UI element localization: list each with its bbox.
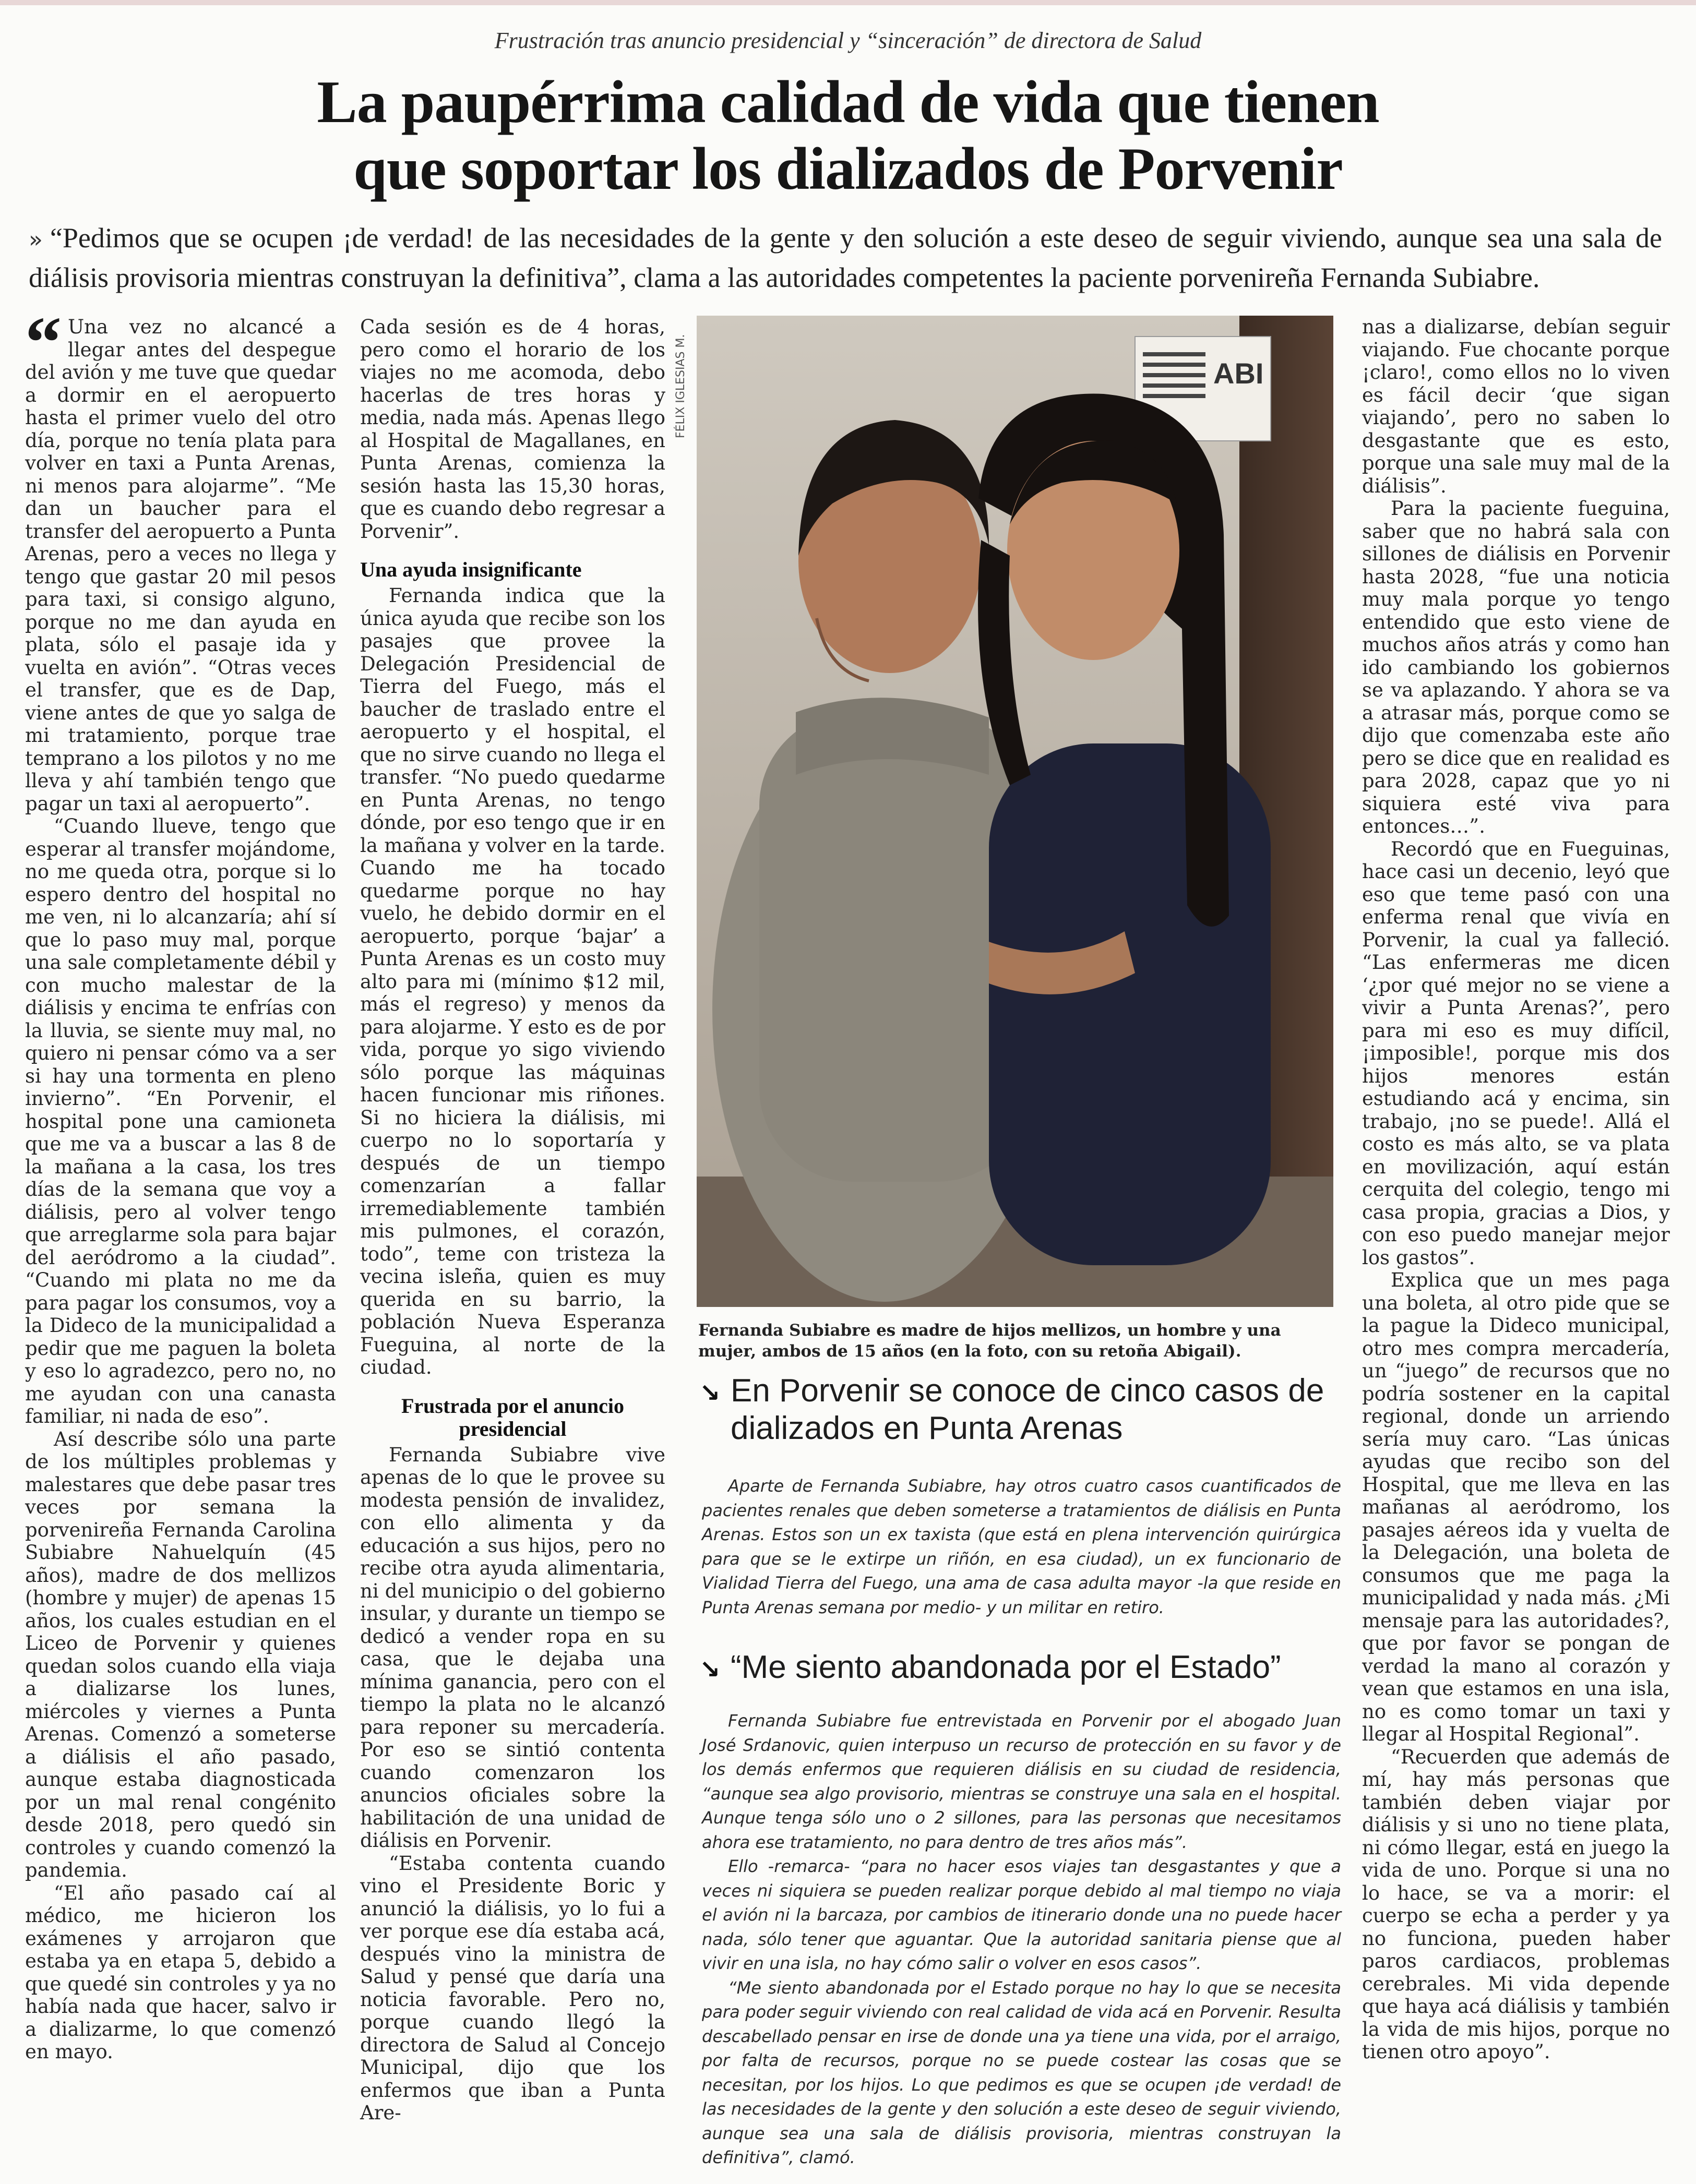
paragraph: Para la paciente fueguina, saber que no habrá sala con sillones de diálisis en Porvenir hasta 2028, “fue una noticia muy mala porque yo tengo entendido que esto viene de muchos años atrás y como han ido cambiando los gobiernos se va aplazando. Y ahora se va a atrasar más, porque como se dijo que comenzaba este año pero se dice que en realidad es para 2028, capaz que yo ni siquiera esté viva para entonces…”. (1362, 497, 1670, 837)
paragraph: Así describe sólo una parte de los múltiples problemas y malestares que debe pasar tres veces por semana la porvenireña Fernanda Carolina Subiabre Nahuelquín (45 años), madre de dos mellizos (hombre y mujer) de apenas 15 años, los cuales estudian en el Liceo de Porvenir y quienes quedan solos cuando ella viaja a dializarse los lunes, miércoles y viernes a Punta Arenas. Comenzó a someterse a diálisis el año pasado, aunque estaba diagnosticada por un mal renal congénito desde 2018, pero quedó sin controles y cuando comenzó la pandemia. (25, 1427, 336, 1881)
headline-line-2: que soportar los dializados de Porvenir (353, 136, 1343, 202)
paragraph: “El año pasado caí al médico, me hicieron los exámenes y arrojaron que estaba ya en etapa 5, debido a que quedé sin controles y ya no había nada que hacer, salvo ir a dializarme, lo que comenzó en mayo. (25, 1881, 336, 2063)
top-color-bar (0, 0, 1696, 5)
paragraph: Fernanda Subiabre fue entrevistada en Porvenir por el abogado Juan José Srdanovic, quien interpuso un recurso de protección en su favor y de los demás enfermos que requieren diálisis en su ciudad de residencia, “aunque sea algo provisorio, mientras se construye una sala en el hospital. Aunque tenga sólo uno o 2 sillones, para las personas que necesitamos ahora ese tratamiento, no para dentro de tres años más”. (702, 1711, 1341, 1852)
deck-text: “Pedimos que se ocupen ¡de verdad! de las necesidades de la gente y den solución a este deseo de seguir viviendo, aunque sea una sala de diálisis provisoria mientras construyan la definitiva”, clama a las autoridades competentes la paciente porvenireña Fernanda Subiabre. (29, 222, 1662, 293)
article-photo (697, 316, 1333, 1307)
paragraph: Explica que un mes paga una boleta, al otro pide que se la pague la Dideco municipal, otro mes compra mercadería, un “juego” de recursos que no podría sostener en la capital regional, donde un arriendo sería muy caro. “Las únicas ayudas que recibo son del Hospital, que me lleva en las mañanas al aeródromo, los pasajes aéreos ida y vuelta de la Delegación, una boleta de consumos que me paga la municipalidad y nada más. ¿Mi mensaje para las autoridades?, que por favor se pongan de verdad la mano al corazón y vean que estamos en una isla, no es como tomar un taxi y llegar al Hospital Regional”. (1362, 1269, 1670, 1745)
paragraph: Fernanda indica que la única ayuda que recibe son los pasajes que provee la Delegación Presidencial de Tierra del Fuego, más el baucher de traslado entre el aeropuerto y el hospital, el que no sirve cuando no llega el transfer. “No puedo quedarme en Punta Arenas, no tengo dónde, por eso tengo que ir en la mañana y volver en la tarde. Cuando me ha tocado quedarme porque no hay vuelo, he debido dormir en el aeropuerto, porque ‘bajar’ a Punta Arenas es un costo muy alto para mi (mínimo $12 mil, más el regreso) y menos da para alojarme. Y esto es de por vida, porque yo sigo viviendo sólo porque las máquinas hacen funcionar mis riñones. Si no hiciera la diálisis, mi cuerpo no lo soportaría y después de un tiempo comenzarían a fallar irremediablemente también mis pulmones, el corazón, todo”, teme con tristeza la vecina isleña, quien es muy querida en su barrio, la población Nueva Esperanza Fueguina, al norte de la ciudad. (360, 584, 665, 1378)
box1-title: ↘ En Porvenir se conoce de cinco casos de dializados en Punta Arenas (699, 1373, 1324, 1446)
photo-caption: Fernanda Subiabre es madre de hijos mellizos, un hombre y una mujer, ambos de 15 años (en la foto, con su retoña Abigail). (698, 1321, 1281, 1361)
paragraph: “Estaba contenta cuando vino el Presidente Boric y anunció la diálisis, yo lo fui a ver porque ese día estaba acá, después vino la ministra de Salud y pensé que daría una noticia favorable. Pero no, porque cuando llegó la directora de Salud al Concejo Municipal, dijo que los enfermos que iban a Punta Are- (360, 1852, 665, 2124)
paragraph: “ Una vez no alcancé a llegar antes del despegue del avión y me tuve que quedar a dormir en el aeropuerto hasta el primer vuelo del otro día, porque no tenía plata para volver en taxi a Punta Arenas, ni menos para alojarme”. “Me dan un baucher para el transfer del aeropuerto a Punta Arenas, pero a veces no llega y tengo que gastar 20 mil pesos para taxi, si consigo alguno, porque no me dan ayuda en plata, sólo el pasaje ida y vuelta en avión”. “Otras veces el transfer, que es de Dap, viene antes de que yo salga de mi tratamiento, porque trae temprano a los pilotos y no me lleva y ahí también tengo que pagar un taxi al aeropuerto”. (25, 302, 336, 815)
paragraph: Aparte de Fernanda Subiabre, hay otros cuatro casos cuantificados de pacientes renales que deben someterse a tratamientos de diálisis en Punta Arenas. Estos son un ex taxista (que está en plena intervención quirúrgica para que se le extirpe un riñón, en esa ciudad), un ex funcionario de Vialidad Tierra del Fuego, una ama de casa adulta mayor -la que reside en Punta Arenas semana por medio- y un militar en retiro. (702, 1476, 1341, 1617)
arrow-icon: ↘ (699, 1378, 721, 1408)
article-column-3 (1362, 316, 1670, 2063)
double-chevron-icon: » (29, 226, 43, 253)
photo-credit: FÉLIX IGLESIAS M. (674, 334, 687, 438)
paragraph: Recordó que en Fueguinas, hace casi un decenio, leyó que eso que teme pasó con una enferma renal que vivía en Porvenir, la cual ya falleció. “Las enfermeras me dicen ‘¿por qué mejor no se viene a vivir a Punta Arenas?’, pero para mi eso es muy difícil, ¡imposible!, porque mis dos hijos menores están estudiando acá y encima, sin trabajo, ¡no se puede!. Allá el costo es más alto, se va plata en movilización, aquí están cerquita del colegio, tengo mi casa propia, gracias a Dios, y con eso puedo manejar mejor los gastos”. (1362, 837, 1670, 1269)
headline (83, 69, 1613, 202)
article-column-2 (360, 316, 665, 2125)
kicker: Frustración tras anuncio presidencial y “sinceración” de directora de Salud (494, 28, 1202, 53)
box1-text (702, 1474, 1341, 1619)
paragraph: “Recuerden que además de mí, hay más personas que también deben viajar por diálisis y si uno no tiene plata, ni cómo llegar, está en juego la vida de uno. Porque si una no lo hace, se va a morir: el cuerpo se echa a perder y ya no funciona, pueden haber paros cardiacos, problemas cerebrales. Mi vida depende que haya acá diálisis y también la vida de mis hijos, porque no tienen otro apoyo”. (1362, 1745, 1670, 2063)
subheading: Frustrada por el anuncio presidencial (401, 1394, 625, 1441)
headline-line-1: La paupérrima calidad de vida que tienen (317, 69, 1379, 136)
photo-illustration (697, 316, 1333, 1307)
paragraph: “Me siento abandonada por el Estado porque no hay lo que se necesita para poder seguir viviendo con real calidad de vida acá en Porvenir. Resulta descabellado pensar en irse de donde una ya tiene una vida, por el arraigo, por falta de recursos, porque no se puede costear las cosas que se necesitan, por los hijos. Lo que pedimos es que se ocupen ¡de verdad! de las necesidades de la gente y den solución a este deseo de seguir viviendo, aunque sea una sala de diálisis provisoria, mientras construyan la definitiva”, clamó. (702, 1977, 1341, 2167)
box2-text (702, 1709, 1341, 2170)
subheading: Una ayuda insignificante (360, 558, 582, 581)
paragraph: Ello -remarca- “para no hacer esos viajes tan desgastantes y que a veces ni siquiera se pueden realizar porque debido al mal tiempo no viaja el avión ni la barcaza, por cambios de itinerario donde una no puede hacer nada, sólo tener que aguantar. Que la autoridad sanitaria piense que al vivir en una isla, no hay cómo salir o volver en esos casos”. (702, 1856, 1341, 1973)
box2-title: ↘ “Me siento abandonada por el Estado” (731, 1649, 1336, 1686)
calendar-label: ABI (1213, 357, 1264, 390)
arrow-icon: ↘ (699, 1655, 721, 1684)
article-column-1 (25, 302, 336, 2063)
paragraph: Fernanda Subiabre vive apenas de lo que le provee su modesta pensión de invalidez, con ello alimenta y da educación a sus hijos, pero no recibe otra ayuda alimentaria, ni del municipio o del gobierno insular, y durante un tiempo se dedicó a vender ropa en su casa, que le dejaba una mínima ganancia, pero con el tiempo la plata no le alcanzó para reponer su mercadería. Por eso se sintió contenta cuando comenzaron los anuncios oficiales sobre la habilitación de una unidad de diálisis en Porvenir. (360, 1443, 665, 1852)
paragraph: nas a dializarse, debían seguir viajando. Fue chocante porque ¡claro!, como ellos no lo viven es fácil decir ‘que sigan viajando’, pero no saben lo desgastante que es esto, porque una sale muy mal de la diálisis”. (1362, 316, 1670, 497)
paragraph: Cada sesión es de 4 horas, pero como el horario de los viajes no me acomoda, debo hacerlas de tres horas y media, nada más. Apenas llego al Hospital de Magallanes, en Punta Arenas, comienza la sesión hasta las 15,30 horas, que es cuando debo regresar a Porvenir”. (360, 316, 665, 543)
deck (29, 219, 1662, 296)
paragraph: “Cuando llueve, tengo que esperar al transfer mojándome, no me queda otra, porque si lo espero dentro del hospital no me ven, ni lo alcanzaría; ahí sí que lo paso muy mal, porque una sale completamente débil y con mucho malestar de la diálisis y encima te enfrías con la lluvia, se siente muy mal, no quiero ni pensar cómo va a ser si hay una tormenta en pleno invierno”. “En Porvenir, el hospital pone una camioneta que me va a buscar a las 8 de la mañana a la casa, los tres días de la semana que voy a diálisis, pero al volver tengo que arreglarme sola para bajar del aeródromo a la ciudad”. “Cuando mi plata no me da para pagar los consumos, voy a la Dideco de la municipalidad a pedir que me paguen la boleta y eso lo agradezco, pero no, no me ayudan con una canasta familiar, ni nada de eso”. (25, 815, 336, 1427)
quote-mark-icon: “ (25, 302, 62, 383)
